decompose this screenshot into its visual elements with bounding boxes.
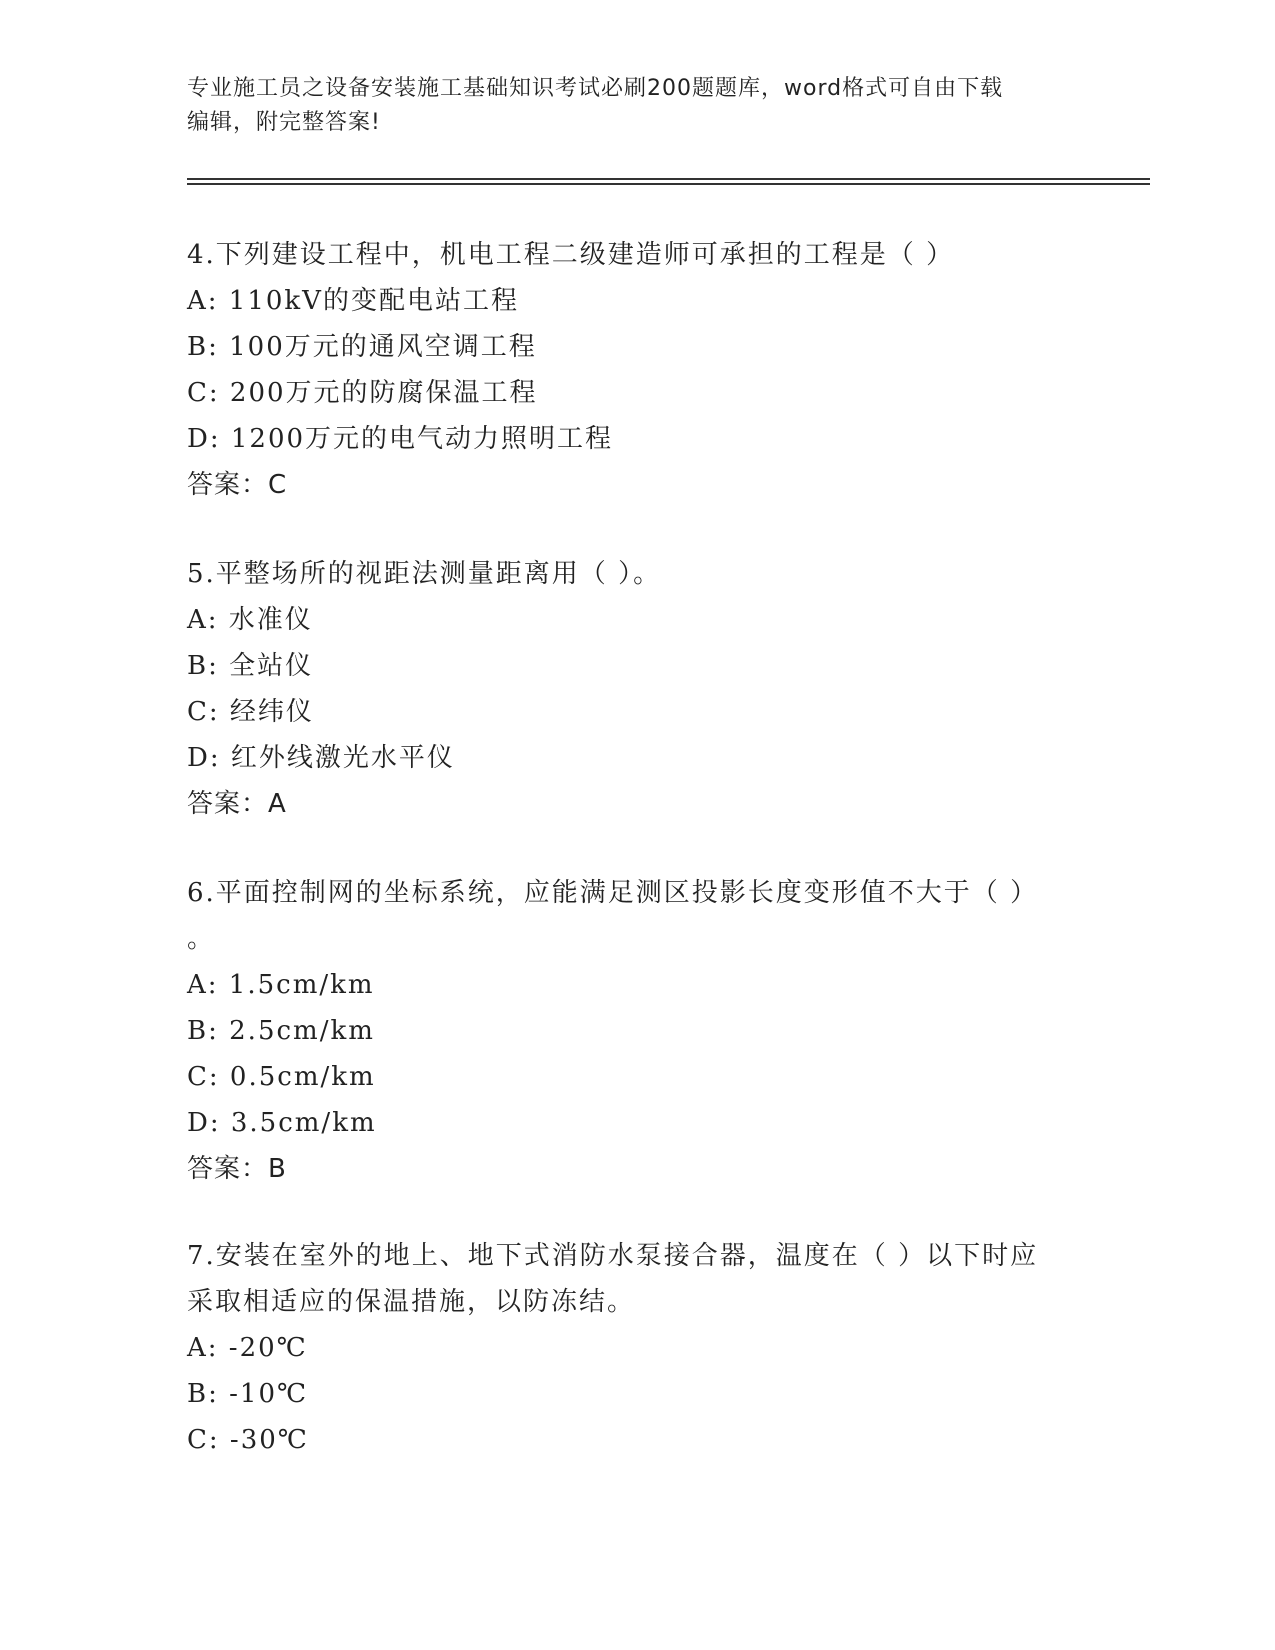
question-stem: 6.平面控制网的坐标系统，应能满足测区投影长度变形值不大于（ ）	[187, 878, 1039, 908]
option-b: B: -10℃	[187, 1379, 309, 1409]
option-c: C: 200万元的防腐保温工程	[187, 378, 538, 408]
document-header	[187, 72, 1087, 140]
option-a: A: 110kV的变配电站工程	[187, 286, 519, 316]
question-stem-continued: 采取相适应的保温措施，以防冻结。	[187, 1287, 636, 1317]
question-7	[187, 1233, 1087, 1463]
option-c: C: 0.5cm/km	[187, 1062, 376, 1092]
question-stem: 5.平整场所的视距法测量距离用（ ）。	[187, 559, 662, 589]
option-b: B: 100万元的通风空调工程	[187, 332, 537, 362]
option-c: C: 经纬仪	[187, 697, 314, 727]
answer-label: 答案：B	[187, 1154, 287, 1184]
question-4	[187, 232, 1087, 508]
header-title-line-2: 编辑，附完整答案!	[187, 110, 381, 135]
option-a: A: -20℃	[187, 1333, 308, 1363]
header-title-line-1: 专业施工员之设备安装施工基础知识考试必刷200题题库，word格式可自由下载	[187, 76, 1004, 101]
question-stem-continued: 。	[187, 924, 216, 954]
question-stem: 4.下列建设工程中，机电工程二级建造师可承担的工程是（ ）	[187, 240, 955, 270]
question-5	[187, 551, 1087, 827]
question-6	[187, 870, 1087, 1192]
option-a: A: 1.5cm/km	[187, 970, 375, 1000]
option-d: D: 3.5cm/km	[187, 1108, 377, 1138]
option-b: B: 全站仪	[187, 651, 314, 681]
option-b: B: 2.5cm/km	[187, 1016, 375, 1046]
answer-label: 答案：A	[187, 789, 287, 819]
question-stem: 7.安装在室外的地上、地下式消防水泵接合器，温度在（ ）以下时应	[187, 1241, 1039, 1271]
option-a: A: 水准仪	[187, 605, 313, 635]
option-d: D: 1200万元的电气动力照明工程	[187, 424, 614, 454]
header-divider-bottom	[187, 183, 1150, 185]
header-divider-top	[187, 178, 1150, 180]
answer-label: 答案：C	[187, 470, 288, 500]
option-d: D: 红外线激光水平仪	[187, 743, 455, 773]
option-c: C: -30℃	[187, 1425, 309, 1455]
